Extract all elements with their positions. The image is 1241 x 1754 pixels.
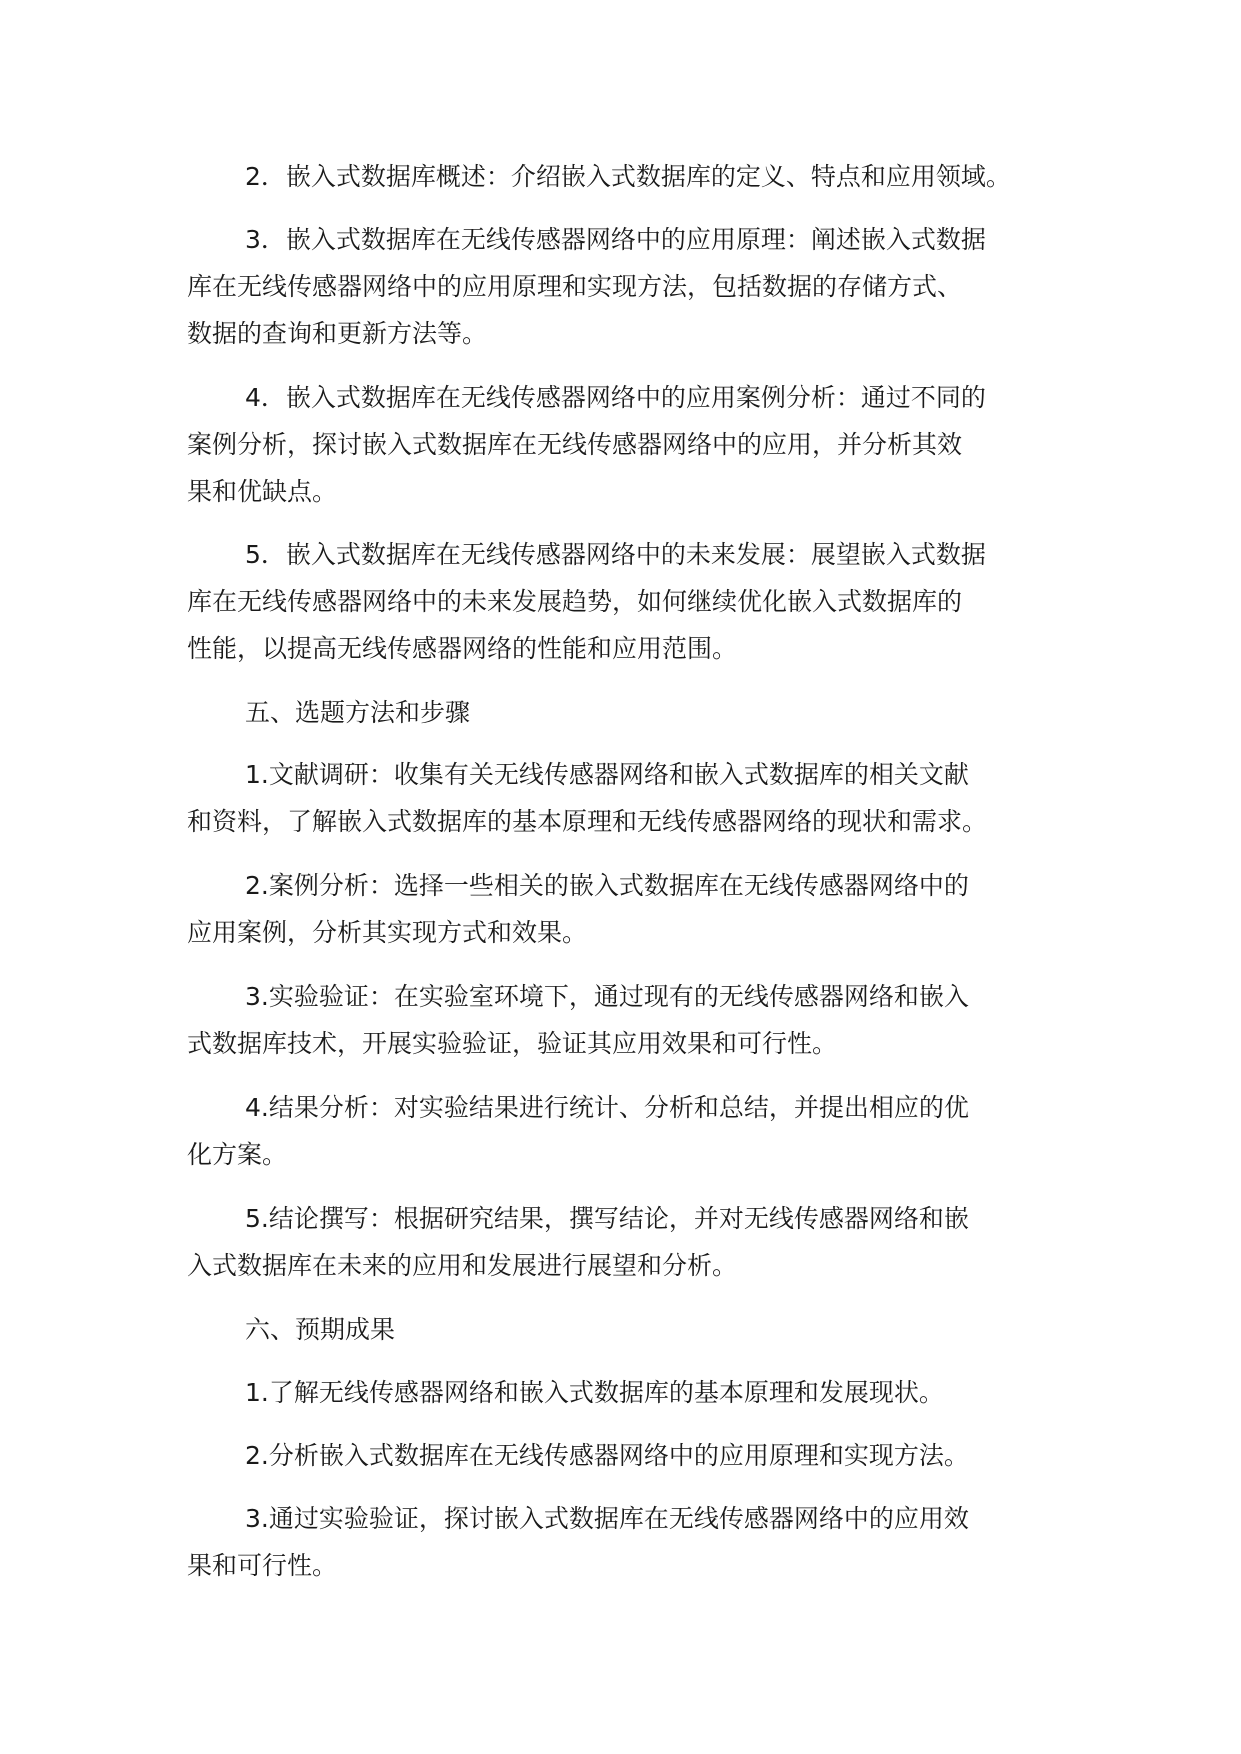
section-heading: 六、预期成果 xyxy=(245,1315,396,1344)
paragraph-line: 案例分析，探讨嵌入式数据库在无线传感器网络中的应用，并分析其效 xyxy=(187,430,963,459)
paragraph-line: 2.分析嵌入式数据库在无线传感器网络中的应用原理和实现方法。 xyxy=(245,1441,969,1470)
paragraph-line: 5.结论撰写：根据研究结果，撰写结论，并对无线传感器网络和嵌 xyxy=(245,1204,969,1233)
paragraph-line: 果和可行性。 xyxy=(187,1551,338,1580)
paragraph-line: 数据的查询和更新方法等。 xyxy=(187,319,488,348)
paragraph-line: 和资料，了解嵌入式数据库的基本原理和无线传感器网络的现状和需求。 xyxy=(187,807,988,836)
paragraph-line: 果和优缺点。 xyxy=(187,477,338,506)
paragraph-line: 应用案例，分析其实现方式和效果。 xyxy=(187,918,588,947)
paragraph-line: 库在无线传感器网络中的未来发展趋势，如何继续优化嵌入式数据库的 xyxy=(187,587,963,616)
paragraph-line: 1.了解无线传感器网络和嵌入式数据库的基本原理和发展现状。 xyxy=(245,1378,944,1407)
paragraph-line: 3.实验验证：在实验室环境下，通过现有的无线传感器网络和嵌入 xyxy=(245,982,969,1011)
paragraph-line: 5．嵌入式数据库在无线传感器网络中的未来发展：展望嵌入式数据 xyxy=(245,540,986,569)
paragraph-line: 4.结果分析：对实验结果进行统计、分析和总结，并提出相应的优 xyxy=(245,1093,969,1122)
section-heading: 五、选题方法和步骤 xyxy=(245,698,471,727)
paragraph-line: 化方案。 xyxy=(187,1140,288,1169)
paragraph-line: 2．嵌入式数据库概述：介绍嵌入式数据库的定义、特点和应用领域。 xyxy=(245,162,1011,191)
paragraph-line: 性能，以提高无线传感器网络的性能和应用范围。 xyxy=(187,634,738,663)
paragraph-line: 库在无线传感器网络中的应用原理和实现方法，包括数据的存储方式、 xyxy=(187,272,963,301)
paragraph-line: 4．嵌入式数据库在无线传感器网络中的应用案例分析：通过不同的 xyxy=(245,383,986,412)
paragraph-line: 入式数据库在未来的应用和发展进行展望和分析。 xyxy=(187,1251,738,1280)
paragraph-line: 3.通过实验验证，探讨嵌入式数据库在无线传感器网络中的应用效 xyxy=(245,1504,969,1533)
paragraph-line: 3．嵌入式数据库在无线传感器网络中的应用原理：阐述嵌入式数据 xyxy=(245,225,986,254)
paragraph-line: 式数据库技术，开展实验验证，验证其应用效果和可行性。 xyxy=(187,1029,838,1058)
paragraph-line: 2.案例分析：选择一些相关的嵌入式数据库在无线传感器网络中的 xyxy=(245,871,969,900)
paragraph-line: 1.文献调研：收集有关无线传感器网络和嵌入式数据库的相关文献 xyxy=(245,760,969,789)
